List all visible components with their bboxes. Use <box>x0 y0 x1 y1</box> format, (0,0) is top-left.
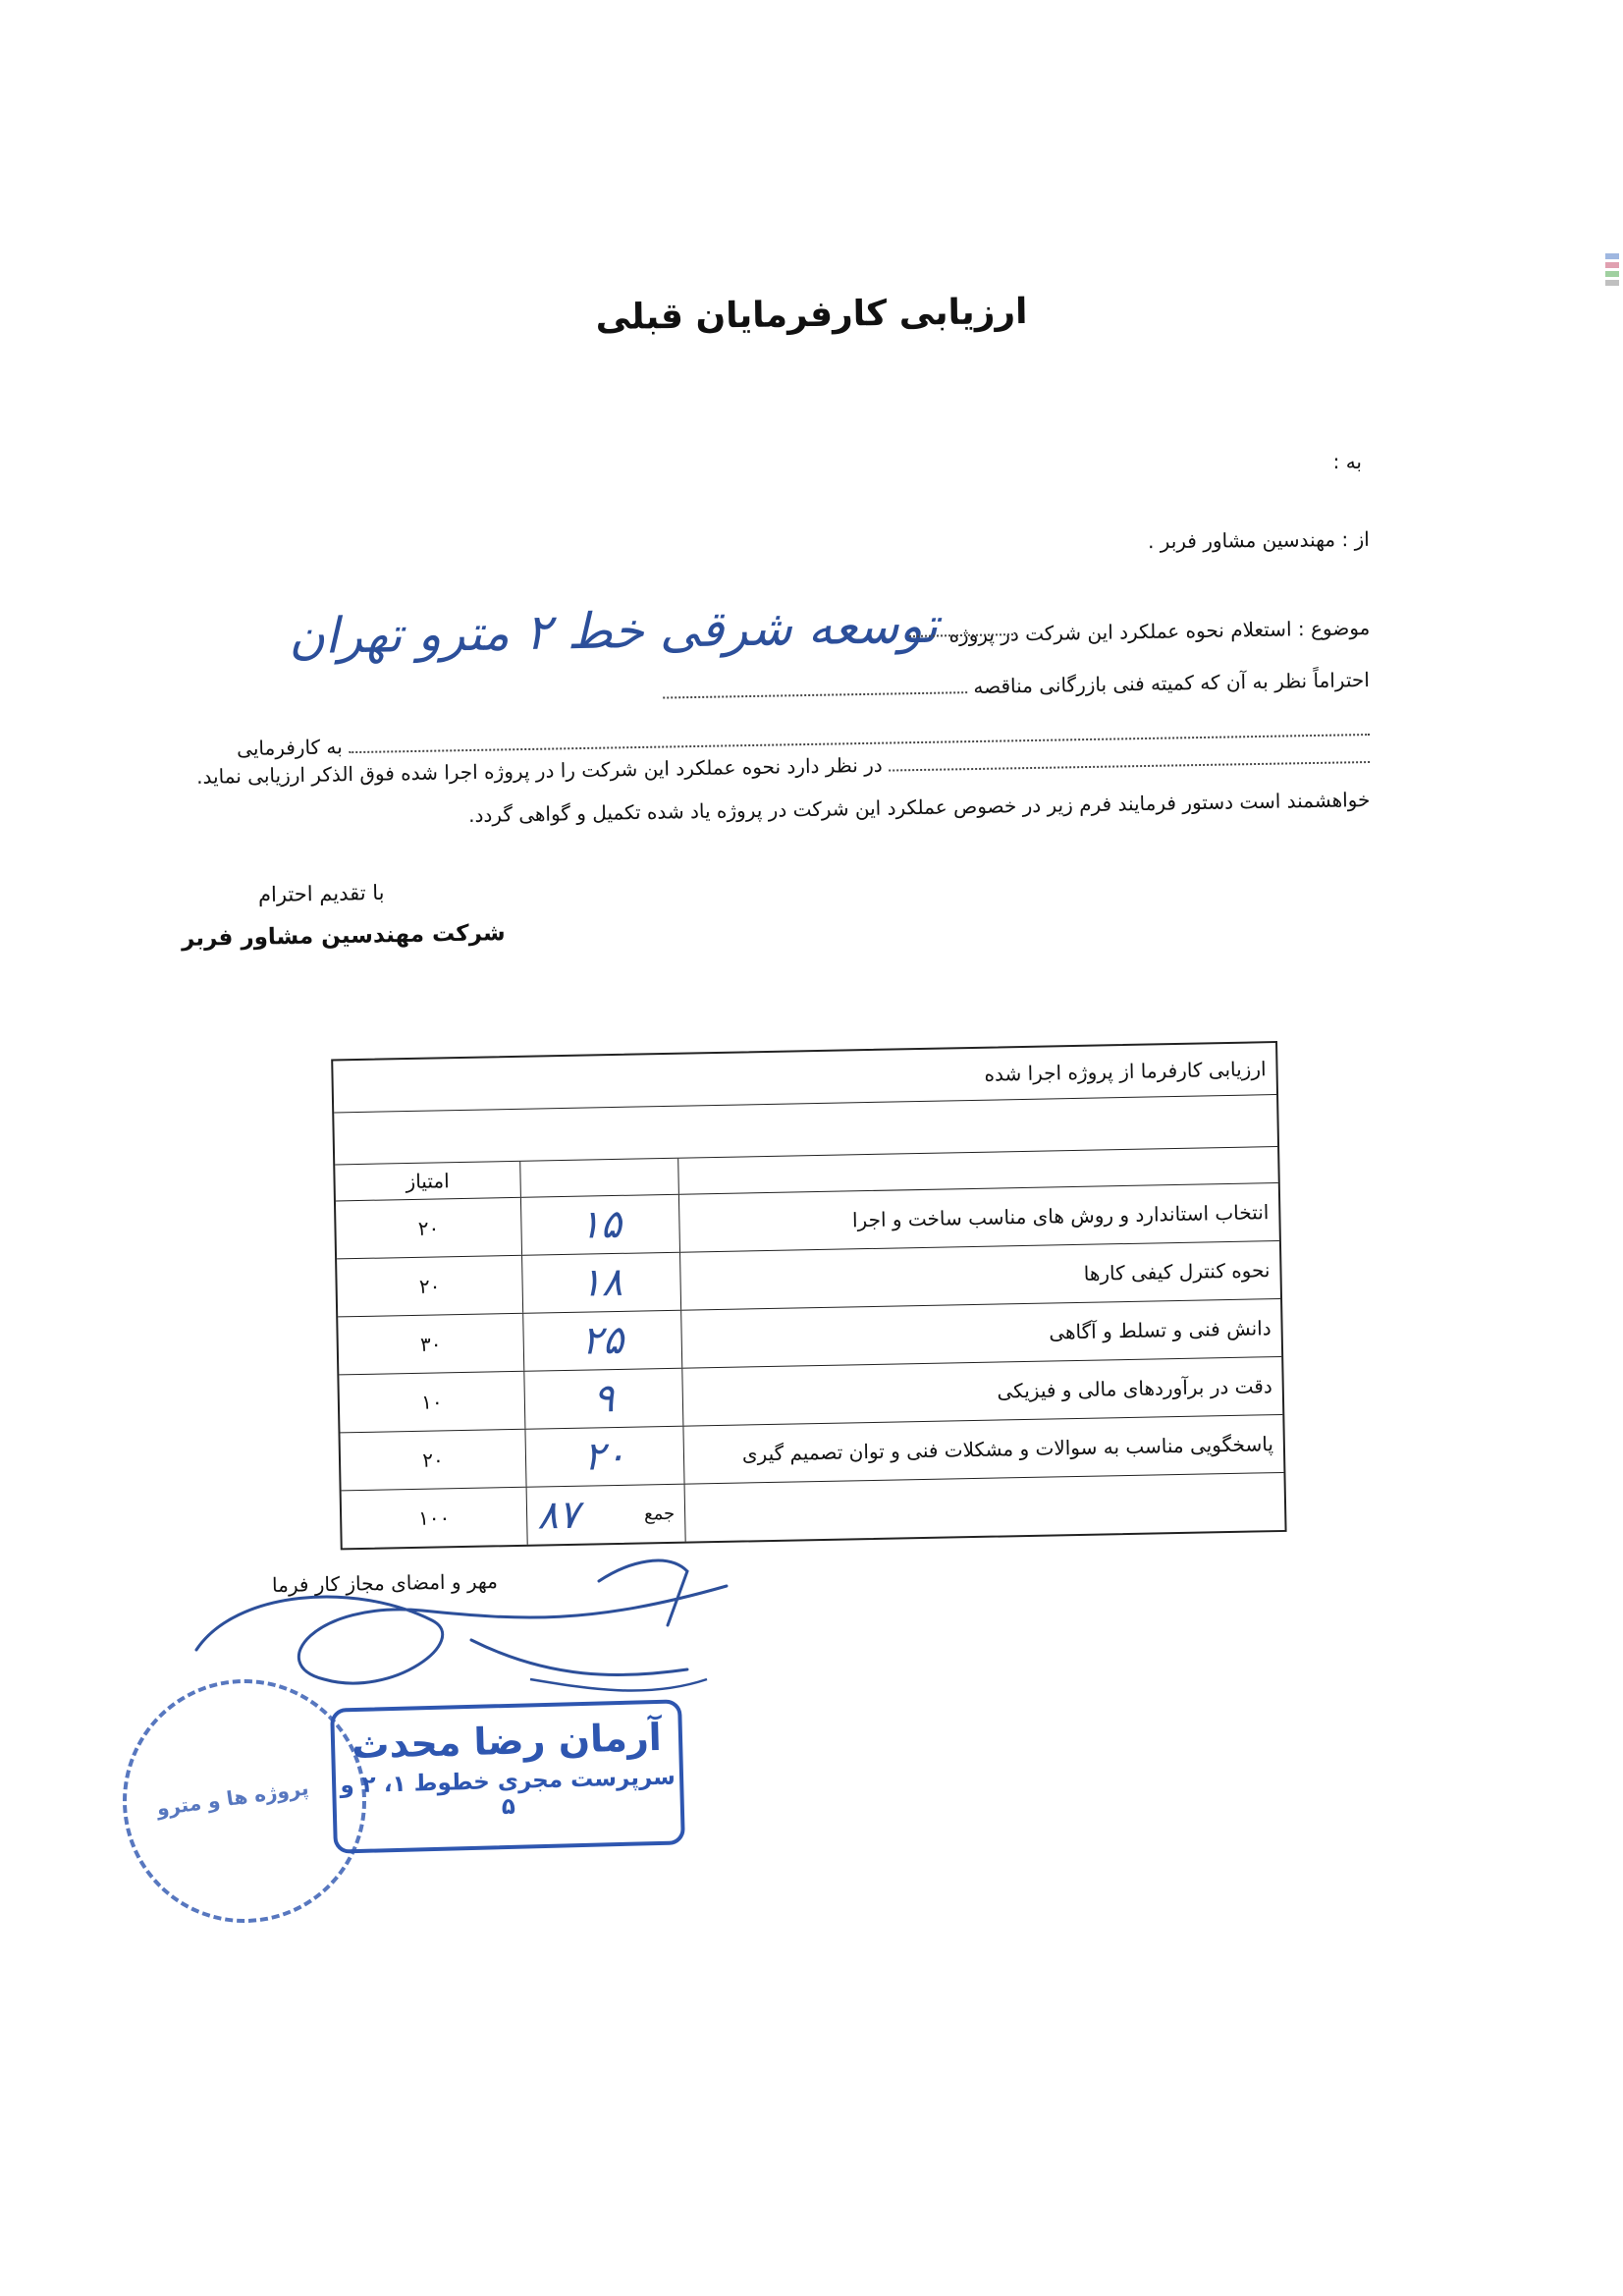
max-cell: ۲۰ <box>418 1274 441 1298</box>
stamp-name: آرمان رضا محدث <box>351 1715 663 1768</box>
criterion-cell: دانش فنی و تسلط و آگاهی <box>680 1299 1281 1368</box>
scan-mark <box>1605 253 1619 293</box>
name-stamp <box>330 1699 685 1853</box>
max-cell: ۲۰ <box>417 1216 440 1240</box>
subject-handwritten: توسعه شرقی خط ۲ مترو تهران <box>288 596 939 666</box>
max-cell: ۲۰ <box>422 1448 445 1472</box>
document-title: ارزیابی کارفرمایان قبلی <box>595 291 1028 339</box>
total-max: ۱۰۰ <box>417 1505 451 1530</box>
body-line-3-text: در نظر دارد نحوه عملکرد این شرکت را در پروژه اجرا شده فوق الذکر ارزیابی نماید. <box>196 752 883 789</box>
criterion-cell: انتخاب استاندارد و روش های مناسب ساخت و اجرا <box>678 1183 1279 1252</box>
round-stamp <box>123 1679 366 1923</box>
table-title: ارزیابی کارفرما از پروژه اجرا شده <box>984 1057 1267 1086</box>
subject-line <box>289 589 1371 665</box>
score-cell: ۱۸ <box>521 1253 680 1313</box>
criterion-cell: نحوه کنترل کیفی کارها <box>679 1241 1280 1310</box>
closing-text: با تقدیم احترام <box>257 880 385 907</box>
max-cell: ۱۰ <box>420 1390 443 1414</box>
criterion-cell: پاسخگویی مناسب به سوالات و مشکلات فنی و توان تصمیم گیری <box>682 1415 1283 1484</box>
body-line-1 <box>663 668 1370 704</box>
round-stamp-text: پروژه ها و مترو <box>155 1776 310 1821</box>
company-name: شرکت مهندسین مشاور فربر <box>182 920 507 952</box>
max-header: امتیاز <box>406 1169 450 1194</box>
signature-label: مهر و امضای مجاز کار فرما <box>271 1568 499 1598</box>
to-label: به : <box>1332 450 1362 473</box>
body-line-1-blank <box>663 691 967 698</box>
body-line-1-text: احتراماً نظر به آن که کمیته فنی بازرگانی مناقصه <box>973 668 1371 699</box>
criterion-cell: دقت در برآوردهای مالی و فیزیکی <box>681 1357 1282 1426</box>
total-score: ۸۷ <box>536 1492 580 1539</box>
stamp-title: سرپرست مجری خطوط ۱، ۲ و ۵ <box>340 1764 676 1821</box>
subject-label: موضوع : استعلام نحوه عملکرد این شرکت در پروژه <box>948 616 1371 647</box>
score-cell: ۲۵ <box>522 1311 681 1371</box>
evaluation-table <box>331 1041 1286 1550</box>
score-cell: ۲۰ <box>524 1427 683 1487</box>
score-cell: ۱۵ <box>520 1195 679 1255</box>
body-line-2-end: به کارفرمایی <box>237 735 344 761</box>
body-line-3-blank <box>889 761 1370 772</box>
score-cell: ۹ <box>523 1369 682 1429</box>
max-cell: ۳۰ <box>419 1332 442 1356</box>
body-line-4: خواهشمند است دستور فرمایند فرم زیر در خصوص عملکرد این شرکت در پروژه یاد شده تکمیل و گواهی گردد. <box>467 788 1371 828</box>
from-line: از : مهندسین مشاور فربر . <box>1148 526 1371 554</box>
total-label: جمع <box>643 1503 676 1524</box>
